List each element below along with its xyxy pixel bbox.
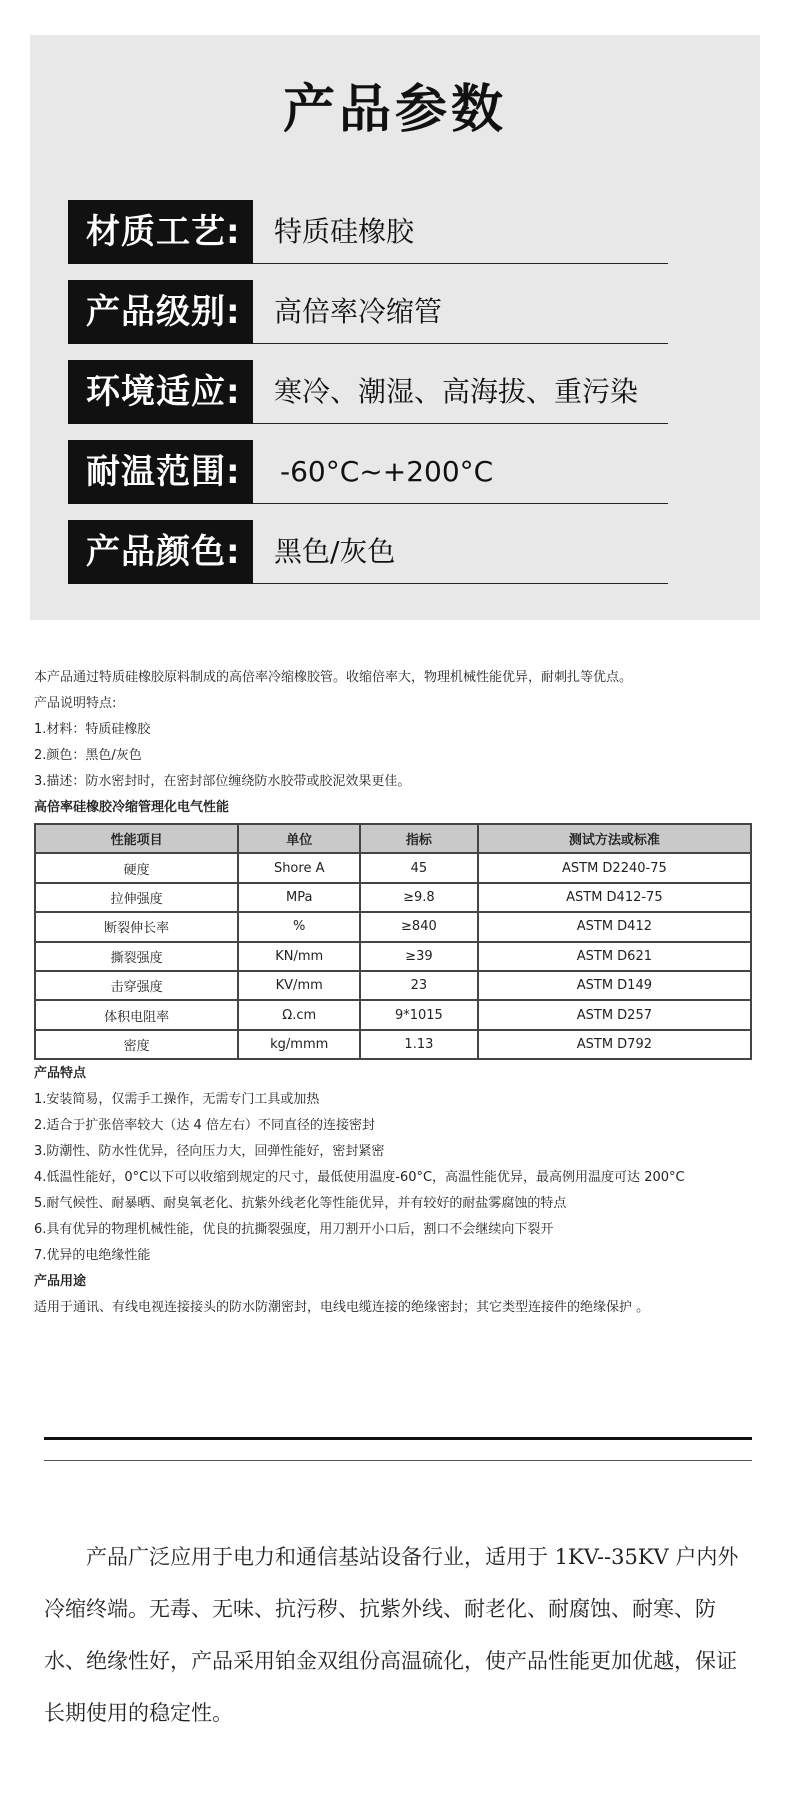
param-row-environment [68,360,668,424]
param-value: 黑色/灰色 [274,535,396,568]
table-cell: 体积电阻率 [35,1000,238,1029]
table-cell: ASTM D149 [478,971,751,1000]
table-cell: 密度 [35,1030,238,1059]
table-row [35,883,751,912]
column-header: 指标 [360,824,478,853]
column-header: 性能项目 [35,824,238,853]
closing-paragraph: 产品广泛应用于电力和通信基站设备行业，适用于 1KV--35KV 户内外冷缩终端。无毒、无味、抗污秽、抗紫外线、耐老化、耐腐蚀、耐寒、防水、绝缘性好，产品采用铂金双组份高温硫化，使产品性能更加优越，保证长期使用的稳定性。 [44,1545,739,1725]
table-cell: 硬度 [35,853,238,882]
table-cell: ASTM D412 [478,912,751,941]
table-cell: 1.13 [360,1030,478,1059]
table-cell: 45 [360,853,478,882]
parameters-title: 产品参数 [282,80,507,140]
feature-item: 3.防潮性、防水性优异，径向压力大，回弹性能好，密封紧密 [34,1144,385,1159]
table-cell: ≥840 [360,912,478,941]
table-row [35,942,751,971]
table-cell: ASTM D257 [478,1000,751,1029]
param-underline [253,583,668,584]
table-row [35,1030,751,1059]
table-cell: 击穿强度 [35,971,238,1000]
table-cell: Shore A [238,853,360,882]
table-row [35,1000,751,1029]
table-cell: 拉伸强度 [35,883,238,912]
table-cell: % [238,912,360,941]
product-description [34,665,764,821]
table-cell: ≥39 [360,942,478,971]
table-cell: ASTM D412-75 [478,883,751,912]
param-underline [253,263,668,264]
table-cell: KV/mm [238,971,360,1000]
table-row [35,853,751,882]
table-row [35,912,751,941]
param-value: 寒冷、潮湿、高海拔、重污染 [274,375,639,408]
feature-item: 7.优异的电绝缘性能 [34,1248,151,1263]
feature-item: 1.安装简易，仅需手工操作，无需专门工具或加热 [34,1092,320,1107]
product-features [34,1061,764,1321]
table-header-row [35,824,751,853]
feature-item: 6.具有优异的物理机械性能，优良的抗撕裂强度，用刀割开小口后，割口不会继续向下裂开 [34,1222,554,1237]
param-underline [253,423,668,424]
table-cell: ASTM D2240-75 [478,853,751,882]
param-underline [253,343,668,344]
features-heading: 产品特点 [34,1066,87,1081]
usage-heading: 产品用途 [34,1274,87,1289]
description-line: 2.颜色：黑色/灰色 [34,748,142,763]
product-parameters-panel [30,35,760,620]
param-row-temperature [68,440,668,504]
table-cell: MPa [238,883,360,912]
param-row-grade [68,280,668,344]
param-value: -60°C~+200°C [280,455,494,488]
description-line: 本产品通过特质硅橡胶原料制成的高倍率冷缩橡胶管。收缩倍率大，物理机械性能优异，耐刺扎等优点。 [34,670,633,685]
table-cell: Ω.cm [238,1000,360,1029]
description-line: 产品说明特点: [34,696,117,711]
feature-item: 5.耐气候性、耐暴晒、耐臭氧老化、抗紫外线老化等性能优异，并有较好的耐盐雾腐蚀的特点 [34,1196,567,1211]
table-cell: 撕裂强度 [35,942,238,971]
table-cell: 9*1015 [360,1000,478,1029]
spec-table [34,823,752,1060]
param-label: 材质工艺: [68,200,253,264]
param-row-color [68,520,668,584]
description-line: 3.描述：防水密封时，在密封部位缠绕防水胶带或胶泥效果更佳。 [34,774,411,789]
feature-item: 2.适合于扩张倍率较大（达 4 倍左右）不同直径的连接密封 [34,1118,375,1133]
param-row-material [68,200,668,264]
feature-item: 4.低温性能好，0°C以下可以收缩到规定的尺寸，最低使用温度-60°C，高温性能优异，最高例用温度可达 200°C [34,1170,685,1185]
column-header: 测试方法或标准 [478,824,751,853]
param-label: 产品颜色: [68,520,253,584]
usage-text: 适用于通讯、有线电视连接接头的防水防潮密封，电线电缆连接的绝缘密封；其它类型连接件的绝缘保护 。 [34,1300,650,1315]
param-underline [253,503,668,504]
table-heading: 高倍率硅橡胶冷缩管理化电气性能 [34,800,230,815]
param-label: 耐温范围: [68,440,253,504]
table-cell: ASTM D621 [478,942,751,971]
table-cell: KN/mm [238,942,360,971]
table-cell: 断裂伸长率 [35,912,238,941]
table-cell: ≥9.8 [360,883,478,912]
param-label: 环境适应: [68,360,253,424]
description-line: 1.材料：特质硅橡胶 [34,722,151,737]
table-cell: 23 [360,971,478,1000]
param-label: 产品级别: [68,280,253,344]
divider-thick [44,1437,752,1440]
table-cell: ASTM D792 [478,1030,751,1059]
param-value: 特质硅橡胶 [274,215,415,248]
divider-thin [44,1460,752,1461]
table-row [35,971,751,1000]
column-header: 单位 [238,824,360,853]
param-value: 高倍率冷缩管 [274,295,443,328]
table-cell: kg/mmm [238,1030,360,1059]
